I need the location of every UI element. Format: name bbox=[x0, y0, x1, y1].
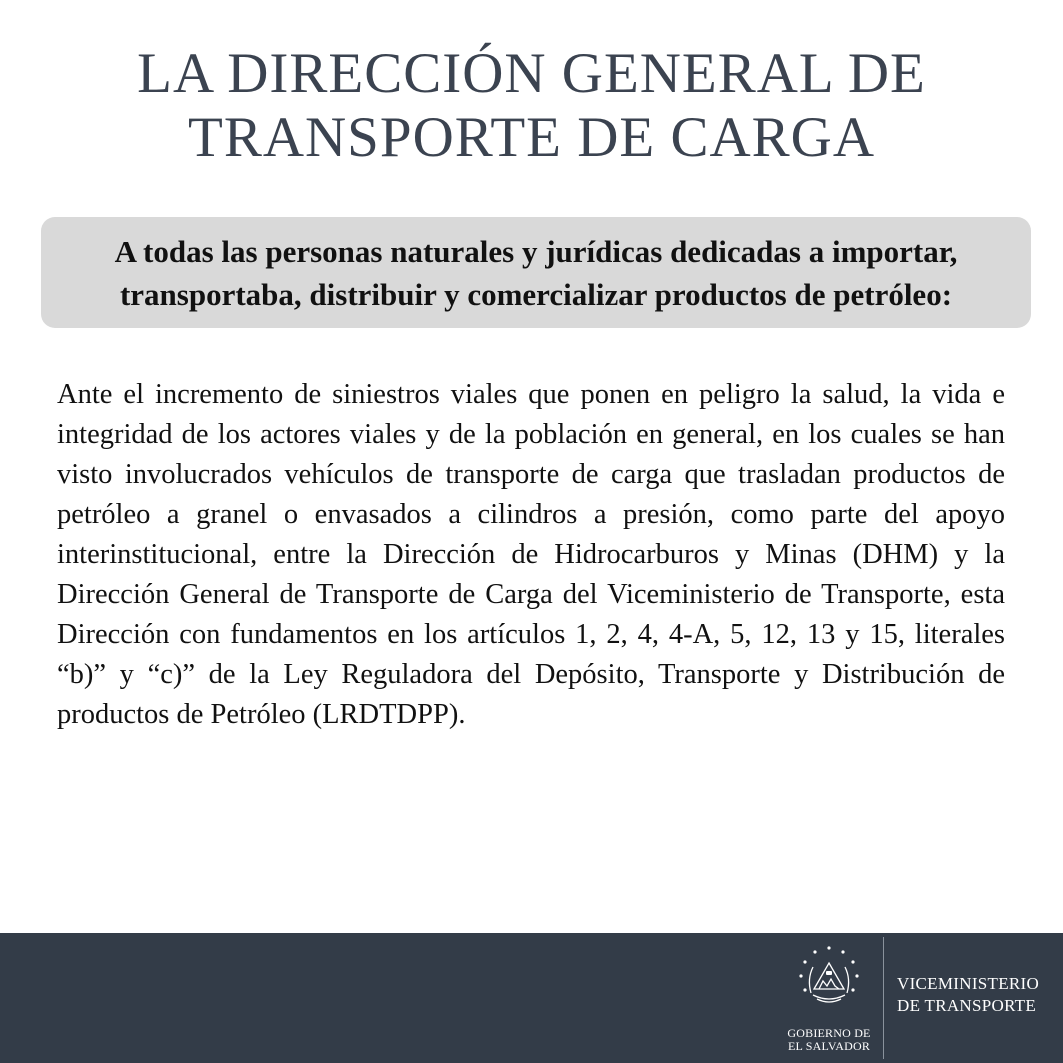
government-label bbox=[766, 1027, 892, 1053]
body-paragraph: Ante el incremento de siniestros viales que ponen en peligro la salud, la vida e integridad de los actores viales y de la población en general, en los cuales se han visto involucrados vehículos de transporte de carga que trasladan productos de petróleo a granel o envasados a cilindros a presión, como parte del apoyo interinstitucional, entre la Dirección de Hidrocarburos y Minas (DHM) y la Dirección General de Transporte de Carga del Viceministerio de Transporte, esta Dirección con fundamentos en los artículos 1, 2, 4, 4-A, 5, 12, 13 y 15, literales “b)” y “c)” de la Ley Reguladora del Depósito, Transporte y Distribución de productos de Petróleo (LRDTDPP). bbox=[57, 379, 1005, 730]
footer-bar bbox=[0, 933, 1063, 1063]
government-line-2: EL SALVADOR bbox=[787, 1039, 871, 1053]
footer-divider bbox=[883, 937, 884, 1059]
ministry-line-2: DE TRANSPORTE bbox=[897, 996, 1037, 1015]
government-line-1: GOBIERNO DE bbox=[787, 1026, 871, 1040]
ministry-line-1: VICEMINISTERIO bbox=[897, 974, 1040, 993]
ministry-label bbox=[897, 973, 1057, 1017]
title-line-1: LA DIRECCIÓN GENERAL DE bbox=[137, 42, 926, 105]
title-line-2: TRANSPORTE DE CARGA bbox=[188, 106, 875, 169]
audience-line-2: transportaba, distribuir y comercializar productos de petróleo: bbox=[119, 276, 953, 312]
coat-of-arms-icon bbox=[789, 943, 869, 1027]
audience-banner bbox=[41, 217, 1031, 328]
page-title bbox=[0, 42, 1063, 170]
audience-text bbox=[115, 230, 958, 316]
audience-line-1: A todas las personas naturales y jurídicas dedicadas a importar, bbox=[114, 233, 958, 269]
